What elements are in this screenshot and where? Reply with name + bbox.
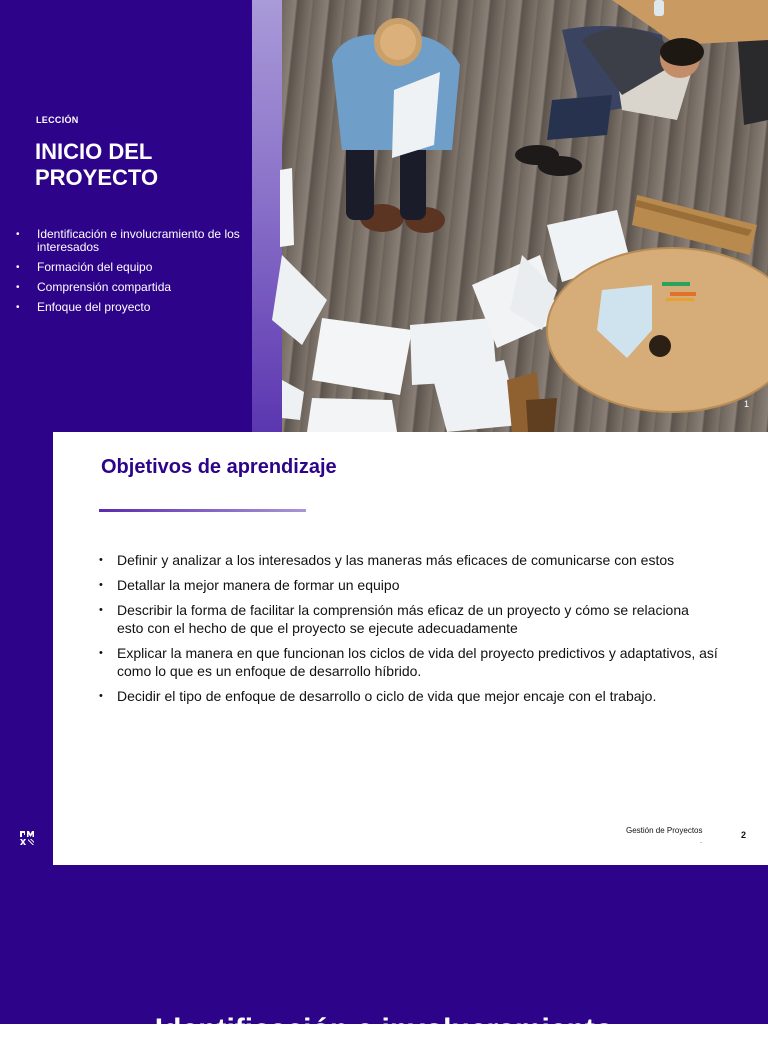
objectives-title: Objetivos de aprendizaje	[101, 456, 337, 478]
bullet-icon: •	[16, 302, 20, 313]
objective-text: Decidir el tipo de enfoque de desarrollo o ciclo de vida que mejor encaje con el trabajo.	[117, 688, 657, 704]
bullet-icon: •	[99, 647, 103, 659]
topic-text: Comprensión compartida	[37, 280, 172, 294]
title-panel	[0, 0, 252, 432]
topic-list	[16, 228, 246, 321]
bullet-icon: •	[99, 579, 103, 591]
objectives-slide	[0, 432, 768, 865]
bullet-icon: •	[99, 604, 103, 616]
gradient-band	[252, 0, 282, 432]
objective-item	[99, 601, 719, 637]
bullet-icon: •	[16, 262, 20, 273]
objectives-list	[99, 551, 719, 712]
section-slide	[0, 865, 768, 1046]
footer-course-name: Gestión de Proyectos	[626, 826, 703, 835]
title-underline	[99, 509, 306, 512]
footer-dot: .	[700, 838, 702, 845]
topic-item	[16, 281, 246, 294]
objective-text: Explicar la manera en que funcionan los ciclos de vida del proyecto predictivos y adaptativos, así como lo que es un enfoque de desarrollo híbrido.	[117, 645, 718, 679]
topic-text: Identificación e involucramiento de los interesados	[37, 227, 240, 254]
objective-text: Describir la forma de facilitar la comprensión más eficaz de un proyecto y cómo se relaciona esto con el hecho de que el proyecto se ejecute adecuadamente	[117, 602, 689, 636]
objective-text: Detallar la mejor manera de formar un equipo	[117, 577, 400, 593]
title-slide	[0, 0, 768, 432]
team-photo-illustration	[282, 0, 768, 432]
side-bar	[0, 432, 53, 865]
objective-text: Definir y analizar a los interesados y las maneras más eficaces de comunicarse con estos	[117, 552, 675, 568]
team-photo	[282, 0, 768, 432]
bullet-icon: •	[16, 229, 20, 240]
pmi-logo-icon	[19, 830, 35, 846]
objective-item	[99, 551, 719, 569]
bullet-icon: •	[99, 690, 103, 702]
topic-text: Formación del equipo	[37, 260, 153, 274]
bullet-icon: •	[99, 554, 103, 566]
lesson-kicker: LECCIÓN	[36, 115, 79, 125]
topic-item	[16, 301, 246, 314]
page-number: 2	[741, 830, 747, 840]
section-title: Identificación e involucramiento	[154, 1013, 614, 1046]
lesson-title: INICIO DEL PROYECTO	[35, 139, 159, 190]
topic-text: Enfoque del proyecto	[37, 300, 151, 314]
photo-number: 1	[744, 399, 750, 409]
topic-item	[16, 261, 246, 274]
objective-item	[99, 687, 719, 705]
bullet-icon: •	[16, 282, 20, 293]
objective-item	[99, 644, 719, 680]
topic-item	[16, 228, 246, 254]
objective-item	[99, 576, 719, 594]
